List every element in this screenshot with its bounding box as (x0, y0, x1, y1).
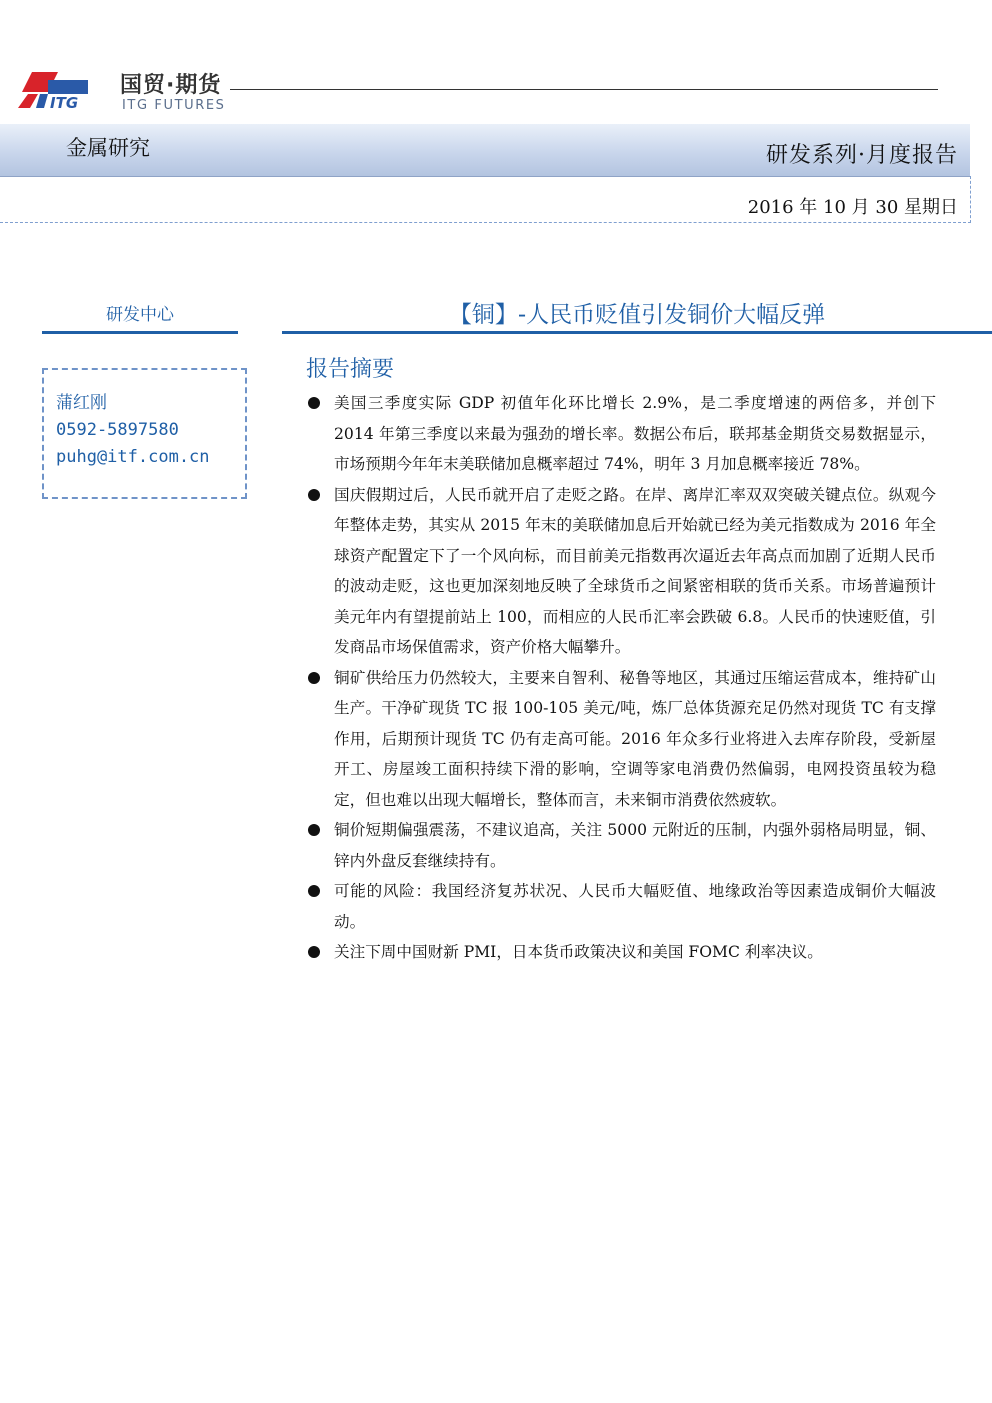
summary-list (306, 388, 936, 968)
contact-phone: 0592-5897580 (56, 420, 179, 440)
summary-item (306, 663, 936, 816)
summary-item-text: 美国三季度实际 GDP 初值年化环比增长 2.9%，是二季度增速的两倍多，并创下 2014 年第三季度以来最为强劲的增长率。数据公布后，联邦基金期货交易数据显示，市场预期今年年末美联储加息概率超过 74%，明年 3 月加息概率接近 78%。 (334, 394, 936, 473)
summary-item (306, 876, 936, 937)
header-rule (230, 89, 938, 90)
bullet-dot-icon (308, 946, 320, 958)
bullet-dot-icon (308, 824, 320, 836)
bullet-dot-icon (308, 397, 320, 409)
bullet-dot-icon (308, 672, 320, 684)
summary-item-text: 关注下周中国财新 PMI，日本货币政策决议和美国 FOMC 利率决议。 (334, 943, 823, 961)
summary-item (306, 815, 936, 876)
contact-email[interactable]: puhg@itf.com.cn (56, 447, 210, 467)
summary-item-text: 铜价短期偏强震荡，不建议追高，关注 5000 元附近的压制，内强外弱格局明显，铜、锌内外盘反套继续持有。 (334, 821, 936, 870)
summary-item-text: 铜矿供给压力仍然较大，主要来自智利、秘鲁等地区，其通过压缩运营成本，维持矿山生产。干净矿现货 TC 报 100-105 美元/吨，炼厂总体货源充足仍然对现货 TC 有支撑作用，后期预计现货 TC 仍有走高可能。2016 年众多行业将进入去库存阶段，受新屋开工、房屋竣工面积持续下滑的影响，空调等家电消费仍然偏弱，电网投资虽较为稳定，但也难以出现大幅增长，整体而言，未来铜市消费依然疲软。 (334, 668, 936, 809)
report-date: 2016 年 10 月 30 星期日 (747, 197, 958, 218)
summary-item (306, 388, 936, 480)
bullet-dot-icon (308, 885, 320, 897)
summary-item-text: 可能的风险：我国经济复苏状况、人民币大幅贬值、地缘政治等因素造成铜价大幅波动。 (334, 882, 936, 931)
report-title: 【铜】-人民币贬值引发铜价大幅反弹 (448, 302, 826, 328)
company-logo (18, 68, 226, 118)
contact-name: 蒲红刚 (56, 393, 107, 413)
logo-chinese-name: 国贸·期货 (120, 73, 222, 98)
summary-item (306, 480, 936, 663)
section-label: 金属研究 (66, 136, 150, 160)
research-center-rule (42, 331, 238, 334)
summary-item (306, 937, 936, 968)
bullet-dot-icon (308, 489, 320, 501)
research-center-title: 研发中心 (106, 305, 174, 325)
series-label: 研发系列·月度报告 (766, 143, 958, 168)
logo-english-name: ITG FUTURES (122, 98, 226, 113)
summary-heading: 报告摘要 (306, 357, 395, 382)
summary-item-text: 国庆假期过后，人民币就开启了走贬之路。在岸、离岸汇率双双突破关键点位。纵观今年整体走势，其实从 2015 年末的美联储加息后开始就已经为美元指数成为 2016 年全球资产配置定下了一个风向标，而目前美元指数再次逼近去年高点而加剧了近期人民币的波动走贬，这也更加深刻地反映了全球货币之间紧密相联的货币关系。市场普遍预计美元年内有望提前站上 100，而相应的人民币汇率会跌破 6.8。人民币的快速贬值，引发商品市场保值需求，资产价格大幅攀升。 (334, 485, 936, 656)
logo-mark-text: ITG (50, 94, 79, 112)
itg-logo-mark-icon (18, 70, 92, 112)
report-title-rule (282, 331, 992, 334)
contact-box (42, 368, 247, 499)
